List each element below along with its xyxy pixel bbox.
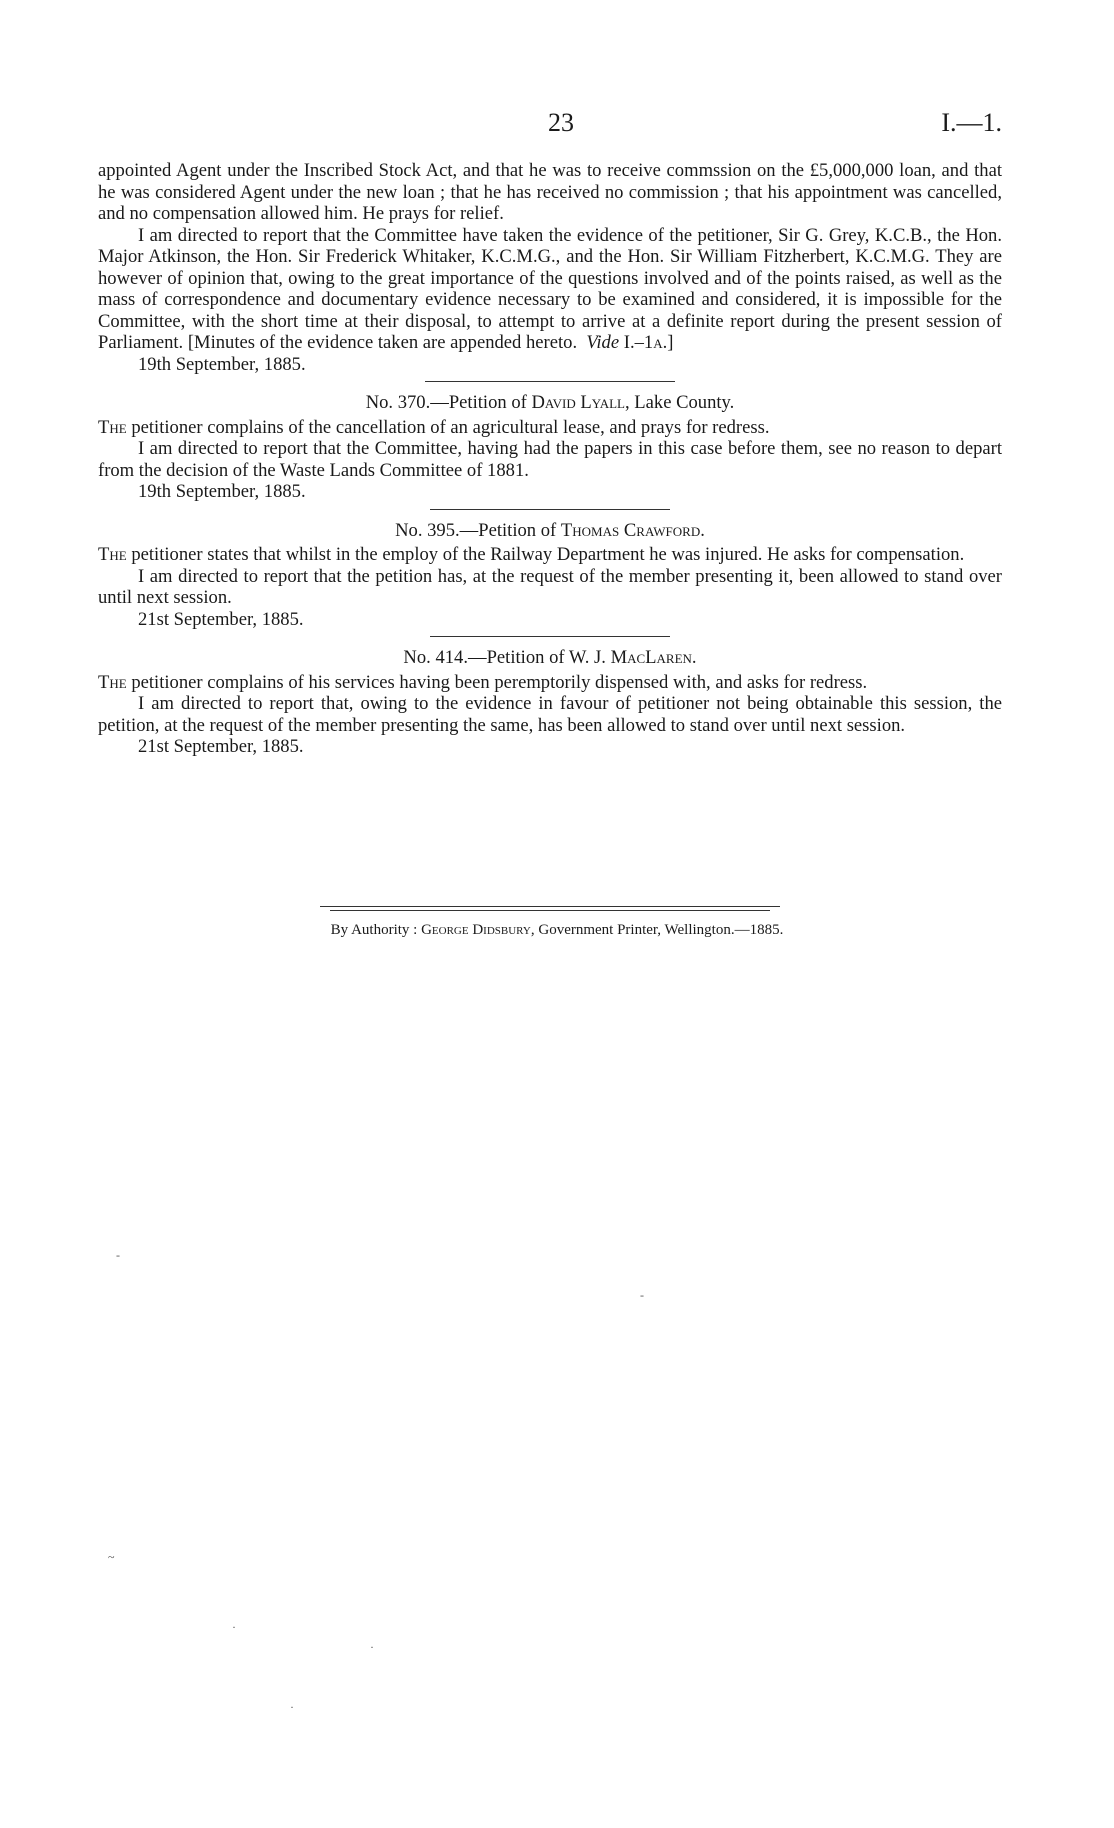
vide-ref-close: .] <box>662 332 674 353</box>
lead-word: The <box>98 416 127 438</box>
heading-suffix: . <box>700 519 705 541</box>
petitioner-name: MacLaren <box>610 647 692 668</box>
heading-suffix: . <box>691 647 697 668</box>
vide-ref: I.–1 <box>623 332 654 353</box>
document-body <box>98 160 1002 758</box>
petition-heading <box>98 520 1002 542</box>
statement-text: petitioner complains of his services having been peremptorily dispensed with, and asks for redress. <box>131 671 868 693</box>
section-divider <box>425 381 675 382</box>
petitioner-name: David Lyall <box>531 392 625 413</box>
section-divider <box>430 636 670 637</box>
footer-rule <box>330 910 770 911</box>
petition-statement <box>98 672 1002 694</box>
heading-suffix: , Lake County. <box>624 392 735 413</box>
petition-370 <box>98 392 1002 503</box>
lead-word: The <box>98 544 127 565</box>
petition-report: I am directed to report that the Committee, having had the papers in this case before them, see no reason to depart from the decision of the Waste Lands Committee of 1881. <box>98 438 1002 481</box>
petition-414 <box>98 647 1002 758</box>
report-date: 19th September, 1885. <box>138 353 306 375</box>
printer-imprint <box>0 922 1114 939</box>
petition-date: 19th September, 1885. <box>138 481 306 502</box>
statement-text: petitioner states that whilst in the employ of the Railway Department he was injured. He asks for compensation. <box>131 544 965 565</box>
heading-prefix: No. 414.—Petition of W. J. <box>403 647 606 668</box>
petitioner-name: Thomas Crawford <box>560 519 701 541</box>
heading-prefix: No. 395.—Petition of <box>395 519 557 541</box>
intro-section <box>98 160 1002 375</box>
petition-heading <box>98 392 1002 414</box>
scan-speck: - <box>640 1288 644 1302</box>
committee-report-paragraph <box>98 225 1002 354</box>
report-text: I am directed to report that the Committee have taken the evidence of the petitioner, Sir G. Grey, K.C.B., the Hon. Major Atkinson, the Hon. Sir Frederick Whitaker, K.C.M.G., and the Hon. Sir William Fitzherbert, K.C.M.G. They are however of opinion that, owing to the great importance of the questions involved and of the points raised, as well as the mass of correspondence and documentary evidence necessary to be examined and considered, it is impossible for the Committee, with the short time at their disposal, to attempt to arrive at a definite report during the present session of Parliament. [Minutes of the evidence taken are appended hereto. <box>98 224 1002 353</box>
section-divider <box>430 509 670 510</box>
footer-rule <box>320 906 780 907</box>
petition-report: I am directed to report that the petition has, at the request of the member presenting it, been allowed to stand over until next session. <box>98 565 1002 608</box>
heading-prefix: No. 370.—Petition of <box>365 392 527 413</box>
scan-speck: · <box>232 1620 236 1634</box>
lead-word: The <box>98 671 127 693</box>
petition-heading <box>98 647 1002 669</box>
imprint-suffix: , Government Printer, Wellington.—1885. <box>530 922 784 938</box>
vide-word: Vide <box>586 332 620 353</box>
page-header <box>0 108 1114 144</box>
imprint-prefix: By Authority : <box>330 922 418 938</box>
petition-395 <box>98 520 1002 631</box>
scan-speck: · <box>370 1640 374 1654</box>
page-number: 23 <box>548 108 574 137</box>
petition-date: 21st September, 1885. <box>138 608 304 630</box>
scan-speck: · <box>290 1700 294 1714</box>
scan-speck: - <box>116 1248 120 1262</box>
printer-name: George Didsbury <box>421 922 531 938</box>
petition-statement <box>98 417 1002 439</box>
scan-speck: ~ <box>108 1550 115 1564</box>
petition-report: I am directed to report that, owing to the evidence in favour of petitioner not being obtainable this session, the petition, at the request of the member presenting the same, has been allowed to stand over until next session. <box>98 693 1002 736</box>
intro-paragraph: appointed Agent under the Inscribed Stock Act, and that he was to receive commssion on the £5,000,000 loan, and that he was considered Agent under the new loan ; that he has received no commission ; that his appointment was cancelled, and no compensation allowed him. He prays for relief. <box>98 160 1002 224</box>
page-reference: I.—1. <box>941 108 1002 137</box>
vide-ref-suffix: a <box>653 332 663 353</box>
petition-statement <box>98 544 1002 566</box>
statement-text: petitioner complains of the cancellation of an agricultural lease, and prays for redress. <box>131 416 770 438</box>
petition-date: 21st September, 1885. <box>138 736 304 757</box>
